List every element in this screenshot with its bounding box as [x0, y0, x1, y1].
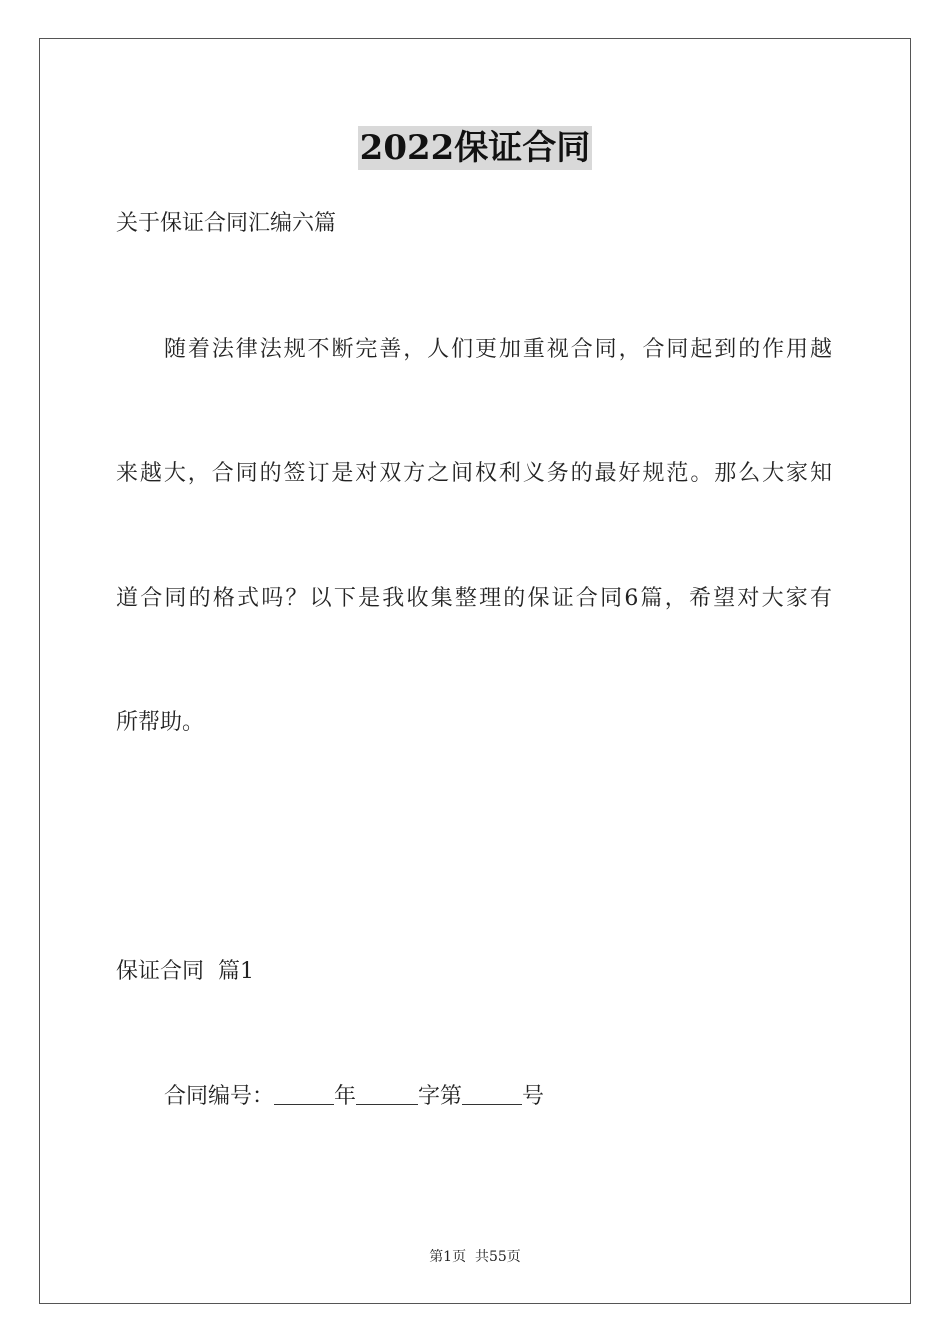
intro-line-2: 来越大，合同的签订是对双方之间权利义务的最好规范。那么大家知: [116, 461, 832, 486]
number-blank: [462, 1082, 522, 1105]
contract-number-line: [164, 1082, 544, 1111]
number-suffix: 号: [522, 1084, 545, 1109]
year-blank: [274, 1082, 334, 1105]
page-footer: 第1页 共55页: [429, 1249, 521, 1265]
intro-line-4: 所帮助。: [116, 710, 205, 735]
contract-number-label: 合同编号：: [164, 1084, 275, 1109]
document-subtitle: 关于保证合同汇编六篇: [116, 211, 337, 236]
char-blank: [356, 1082, 418, 1105]
char-suffix: 字第: [418, 1084, 463, 1109]
document-title: 2022保证合同: [359, 128, 591, 168]
intro-line-1: 随着法律法规不断完善，人们更加重视合同，合同起到的作用越: [164, 337, 832, 362]
intro-line-3: 道合同的格式吗？以下是我收集整理的保证合同6篇，希望对大家有: [116, 586, 832, 611]
year-suffix: 年: [334, 1084, 357, 1109]
title-container: [0, 126, 950, 170]
section-heading: 保证合同 篇1: [116, 959, 254, 984]
